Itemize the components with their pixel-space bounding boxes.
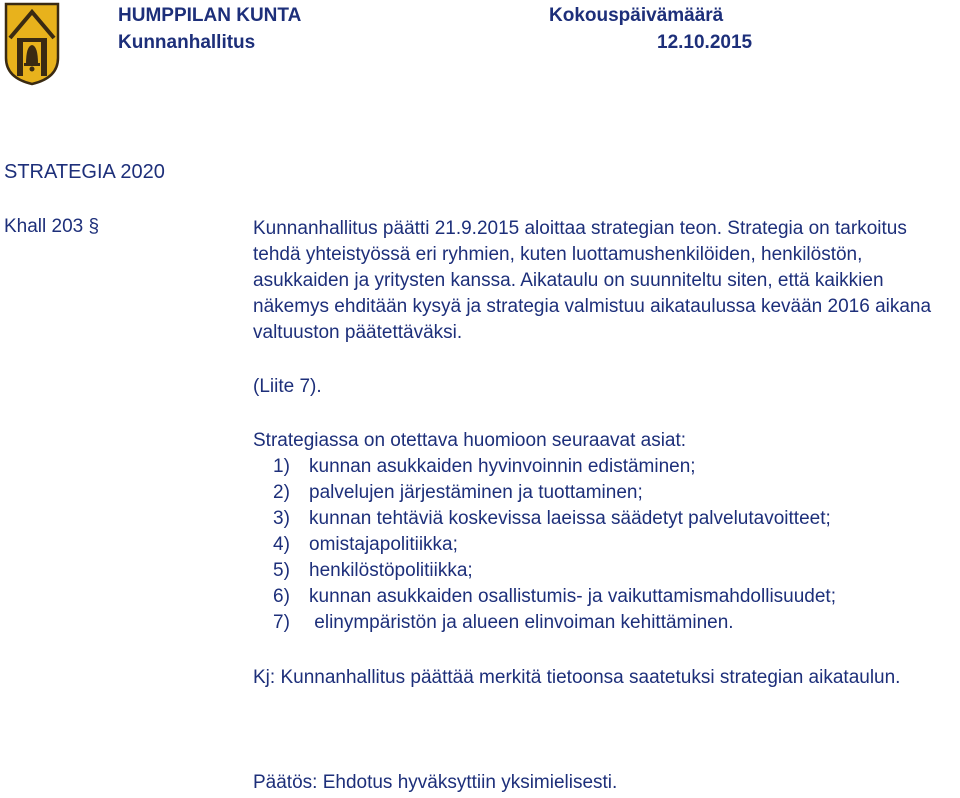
list-item-number: 6) (273, 586, 290, 607)
decision-paragraph: Päätös: Ehdotus hyväksyttiin yksimielisesti. (253, 772, 618, 793)
coat-of-arms-icon (4, 2, 60, 86)
list-item-number: 2) (273, 482, 290, 503)
meeting-date: 12.10.2015 (657, 32, 753, 53)
list-item-number: 3) (273, 508, 290, 529)
list-item-text: henkilöstöpolitiikka; (309, 560, 473, 581)
list-item-text: kunnan asukkaiden hyvinvoinnin edistäminen; (309, 456, 696, 477)
intro-paragraph: Kunnanhallitus päätti 21.9.2015 aloittaa strategian teon. Strategia on tarkoitus tehdä yhteistyössä eri ryhmien, kuten luottamushenkilöiden, henkilöstön, asukkaiden ja yritysten kanssa. Aikataulu on suunniteltu siten, että kaikkien näkemys ehditään kysyä ja strategia valmistuu aikataulussa kevään 2016 aikana valtuuston päätettäväksi. (253, 218, 932, 343)
list-item-text: elinympäristön ja alueen elinvoiman kehittäminen. (309, 612, 734, 633)
proposal-paragraph: Kj: Kunnanhallitus päättää merkitä tietoonsa saatetuksi strategian aikataulun. (253, 667, 901, 688)
section-title: STRATEGIA 2020 (4, 161, 165, 183)
list-item-number: 4) (273, 534, 290, 555)
list-item (273, 532, 836, 558)
list-item-text: omistajapolitiikka; (309, 534, 458, 555)
list-item-number: 1) (273, 456, 290, 477)
list-item-number: 5) (273, 560, 290, 581)
board-name: Kunnanhallitus (118, 32, 256, 53)
list-item (273, 506, 836, 532)
list-item (273, 480, 836, 506)
list-item (273, 584, 836, 610)
municipality-name: HUMPPILAN KUNTA (118, 5, 302, 26)
list-item (273, 454, 836, 480)
section-reference: Khall 203 § (4, 216, 100, 237)
strategy-topics-list (273, 454, 836, 636)
list-item (273, 558, 836, 584)
attachment-reference: (Liite 7). (253, 376, 322, 397)
list-item-text: kunnan tehtäviä koskevissa laeissa säädetyt palvelutavoitteet; (309, 508, 831, 529)
meeting-date-label: Kokouspäivämäärä (549, 5, 724, 26)
list-item-text: palvelujen järjestäminen ja tuottaminen; (309, 482, 643, 503)
list-item-text: kunnan asukkaiden osallistumis- ja vaikuttamismahdollisuudet; (309, 586, 836, 607)
list-intro: Strategiassa on otettava huomioon seuraavat asiat: (253, 430, 687, 451)
list-item (273, 610, 836, 636)
list-item-number: 7) (273, 612, 290, 633)
